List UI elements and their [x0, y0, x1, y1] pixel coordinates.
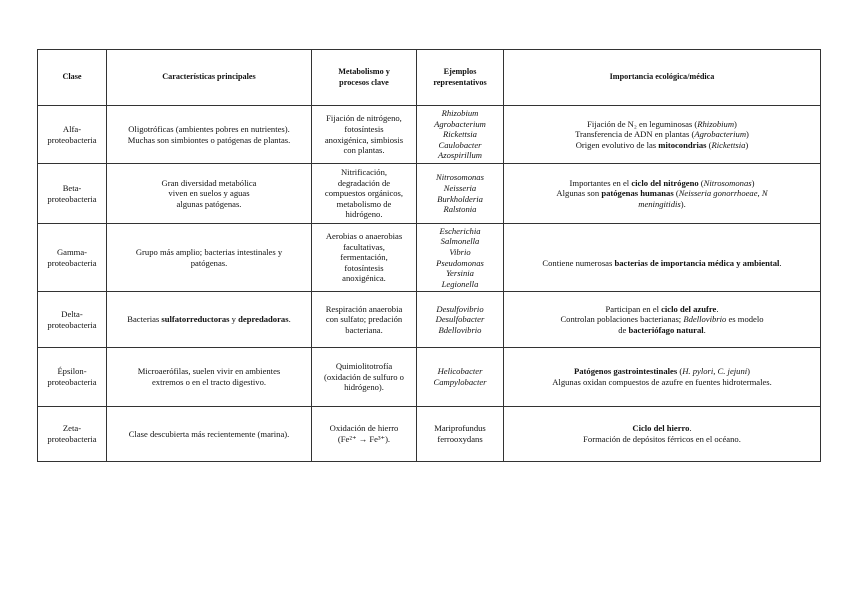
cell-ejemplos: Escherichia Salmonella Vibrio Pseudomonas Yersinia Legionella [417, 224, 504, 292]
table-row [38, 407, 821, 462]
header-ejemplos: Ejemplos representativos [417, 50, 504, 106]
table-row [38, 292, 821, 348]
cell-ejemplos: Mariprofundus ferrooxydans [417, 407, 504, 462]
header-clase: Clase [38, 50, 107, 106]
cell-caracteristicas: Clase descubierta más recientemente (marina). [107, 407, 312, 462]
cell-clase: Zeta- proteobacteria [38, 407, 107, 462]
cell-clase: Épsilon- proteobacteria [38, 348, 107, 407]
header-caracteristicas: Características principales [107, 50, 312, 106]
cell-clase: Beta- proteobacteria [38, 164, 107, 224]
header-row [38, 50, 821, 106]
cell-metabolismo: Oxidación de hierro (Fe²⁺ → Fe³⁺). [312, 407, 417, 462]
cell-ejemplos: Desulfovibrio Desulfobacter Bdellovibrio [417, 292, 504, 348]
cell-ejemplos: Rhizobium Agrobacterium Rickettsia Caulobacter Azospirillum [417, 106, 504, 164]
cell-importancia: Participan en el ciclo del azufre. Controlan poblaciones bacterianas; Bdellovibrio es modelo de bacteriófago natural. [504, 292, 821, 348]
table-row [38, 106, 821, 164]
cell-metabolismo: Fijación de nitrógeno, fotosíntesis anoxigénica, simbiosis con plantas. [312, 106, 417, 164]
cell-metabolismo: Respiración anaerobia con sulfato; predación bacteriana. [312, 292, 417, 348]
cell-caracteristicas: Bacterias sulfatorreductoras y depredadoras. [107, 292, 312, 348]
table-row [38, 224, 821, 292]
cell-caracteristicas: Microaerófilas, suelen vivir en ambientes extremos o en el tracto digestivo. [107, 348, 312, 407]
cell-importancia: Fijación de N₂ en leguminosas (Rhizobium) Transferencia de ADN en plantas (Agrobacterium) Origen evolutivo de las mitocondrias (Rickettsia) [504, 106, 821, 164]
cell-importancia: Ciclo del hierro. Formación de depósitos férricos en el océano. [504, 407, 821, 462]
cell-caracteristicas: Gran diversidad metabólica viven en suelos y aguas algunas patógenas. [107, 164, 312, 224]
cell-caracteristicas: Oligotróficas (ambientes pobres en nutrientes). Muchas son simbiontes o patógenas de plantas. [107, 106, 312, 164]
header-metabolismo: Metabolismo y procesos clave [312, 50, 417, 106]
cell-clase: Gamma- proteobacteria [38, 224, 107, 292]
cell-metabolismo: Aerobias o anaerobias facultativas, fermentación, fotosíntesis anoxigénica. [312, 224, 417, 292]
header-importancia: Importancia ecológica/médica [504, 50, 821, 106]
table-row [38, 348, 821, 407]
table-row [38, 164, 821, 224]
cell-metabolismo: Quimiolitotrofía (oxidación de sulfuro o hidrógeno). [312, 348, 417, 407]
cell-clase: Alfa- proteobacteria [38, 106, 107, 164]
cell-caracteristicas: Grupo más amplio; bacterias intestinales y patógenas. [107, 224, 312, 292]
cell-clase: Delta- proteobacteria [38, 292, 107, 348]
cell-importancia: Patógenos gastrointestinales (H. pylori, C. jejuni) Algunas oxidan compuestos de azufre en fuentes hidrotermales. [504, 348, 821, 407]
cell-ejemplos: Nitrosomonas Neisseria Burkholderia Ralstonia [417, 164, 504, 224]
cell-ejemplos: Helicobacter Campylobacter [417, 348, 504, 407]
proteobacteria-table [37, 49, 821, 462]
cell-importancia: Importantes en el ciclo del nitrógeno (Nitrosomonas) Algunas son patógenas humanas (Neisseria gonorrhoeae, N meningitidis). [504, 164, 821, 224]
cell-importancia: Contiene numerosas bacterias de importancia médica y ambiental. [504, 224, 821, 292]
cell-metabolismo: Nitrificación, degradación de compuestos orgánicos, metabolismo de hidrógeno. [312, 164, 417, 224]
